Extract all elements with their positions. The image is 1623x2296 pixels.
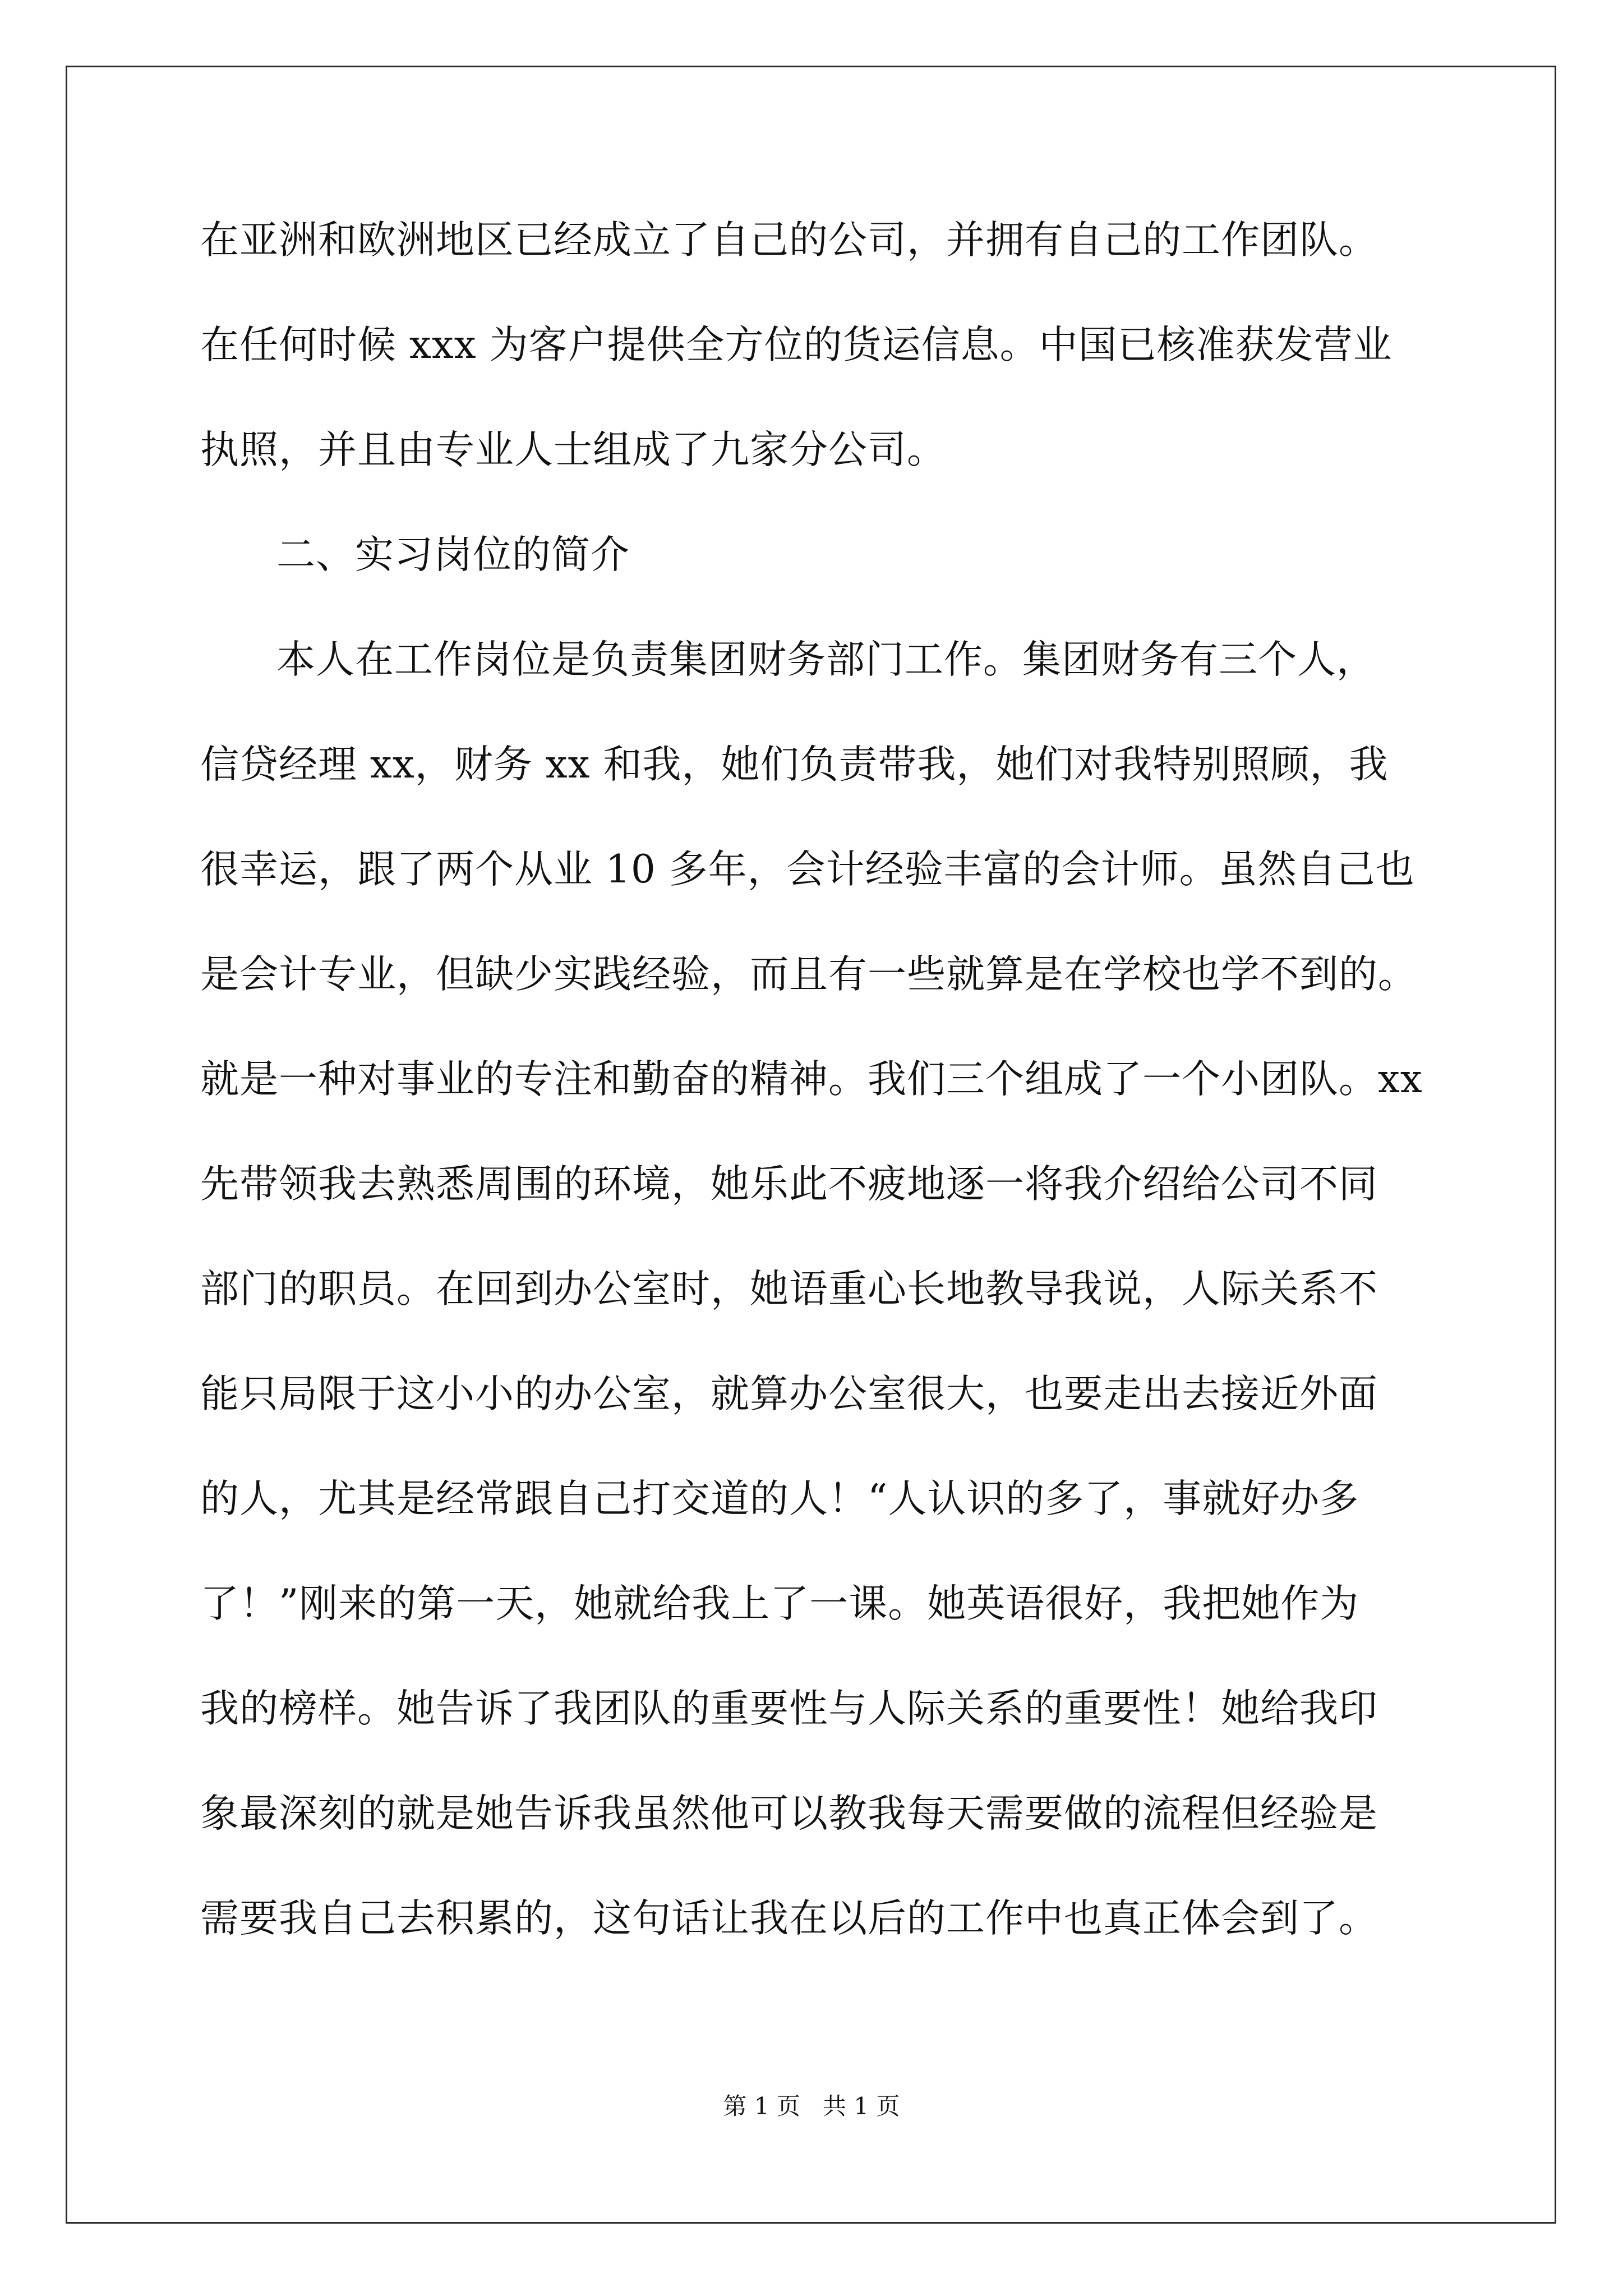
text-line-8: 是会计专业，但缺少实践经验，而且有一些就算是在学校也学不到的。 (200, 952, 1417, 997)
text-line-5: 本人在工作岗位是负责集团财务部门工作。集团财务有三个人， (276, 637, 1376, 682)
section-heading: 二、实习岗位的简介 (276, 532, 630, 577)
text-line-2: 在任何时候 xxx 为客户提供全方位的货运信息。中国已核准获发营业 (200, 323, 1393, 367)
text-line-12: 能只局限于这小小的办公室，就算办公室很大，也要走出去接近外面 (200, 1372, 1378, 1416)
text-line-6: 信贷经理 xx，财务 xx 和我，她们负责带我，她们对我特别照顾，我 (200, 742, 1389, 787)
text-line-17: 需要我自己去积累的，这句话让我在以后的工作中也真正体会到了。 (200, 1896, 1378, 1941)
page-number-footer: 第 1 页 共 1 页 (723, 2092, 900, 2120)
text-line-15: 我的榜样。她告诉了我团队的重要性与人际关系的重要性！她给我印 (200, 1686, 1378, 1731)
text-line-10: 先带领我去熟悉周围的环境，她乐此不疲地逐一将我介绍给公司不同 (200, 1162, 1378, 1207)
text-line-7: 很幸运，跟了两个从业 10 多年，会计经验丰富的会计师。虽然自己也 (200, 847, 1415, 892)
text-line-13: 的人，尤其是经常跟自己打交道的人！“人认识的多了，事就好办多 (200, 1476, 1359, 1521)
text-line-9: 就是一种对事业的专注和勤奋的精神。我们三个组成了一个小团队。xx (200, 1057, 1423, 1102)
text-line-14: 了！”刚来的第一天，她就给我上了一课。她英语很好，我把她作为 (200, 1581, 1359, 1626)
text-line-16: 象最深刻的就是她告诉我虽然他可以教我每天需要做的流程但经验是 (200, 1791, 1378, 1836)
text-line-3: 执照，并且由专业人士组成了九家分公司。 (200, 427, 946, 472)
text-line-1: 在亚洲和欧洲地区已经成立了自己的公司，并拥有自己的工作团队。 (200, 218, 1378, 263)
text-line-11: 部门的职员。在回到办公室时，她语重心长地教导我说，人际关系不 (200, 1267, 1378, 1312)
